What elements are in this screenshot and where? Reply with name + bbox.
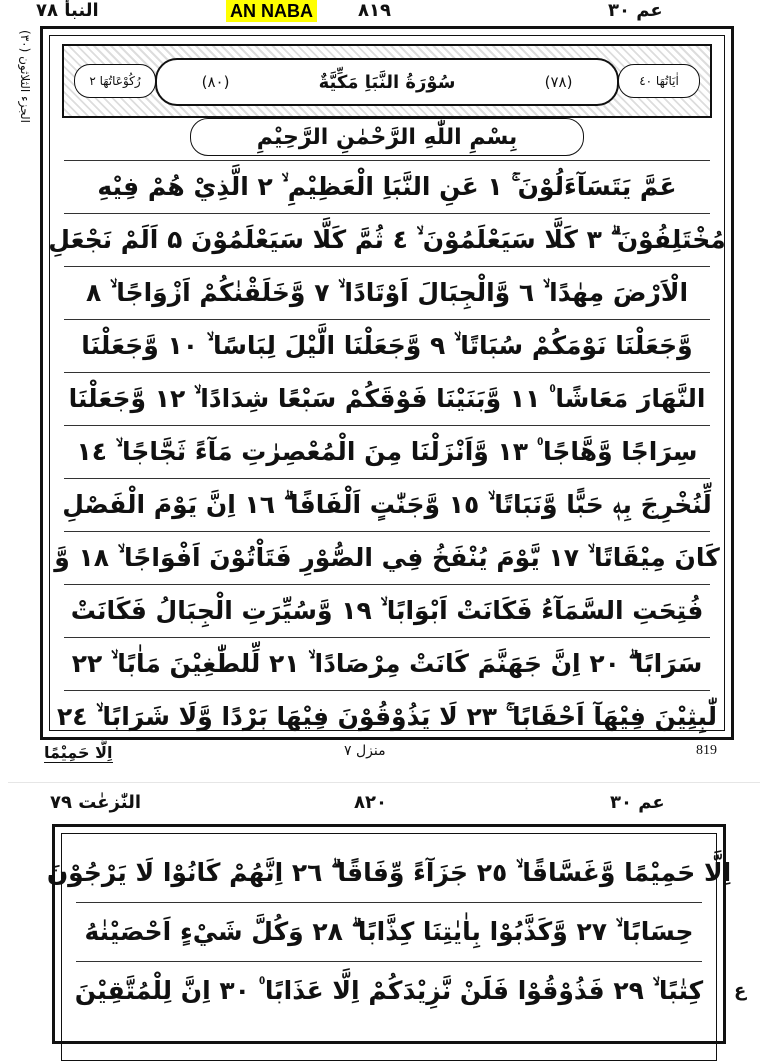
page-number-arabic: ٨١٩: [358, 0, 391, 21]
verse-line: لِّنُخْرِجَ بِهٖ حَبًّا وَّنَبَاتًا ۙ ١٥ وَّجَنّٰتٍ اَلْفَافًا ۗ ١٦ اِنَّ يَوْمَ الْفَصْلِ: [64, 478, 710, 531]
verse-line: مُخْتَلِفُوْنَ ۗ ٣ كَلَّا سَيَعْلَمُوْنَ ۙ ٤ ثُمَّ كَلَّا سَيَعْلَمُوْنَ ۵ اَلَمْ نَجْعَلِ: [64, 213, 710, 266]
juz-side-label: الجزء الثلاثون (٣٠): [18, 30, 32, 124]
sura-title: سُوْرَةُ النَّبَاِ مَكِّيَّةٌ: [318, 71, 456, 93]
page-inner-border: [49, 35, 725, 731]
verse-line: اِلَّا حَمِيْمًا وَّغَسَّاقًا ۙ ٢٥ جَزَآءً وِّفَاقًا ۗ ٢٦ اِنَّهُمْ كَانُوْا لَا يَرْجُوْنَ: [46, 858, 732, 887]
manzil-label: منزل ٧: [344, 743, 386, 759]
quran-page-frame-2: [46, 824, 732, 1044]
verse-line: سَرَابًا ۗ ٢٠ اِنَّ جَهَنَّمَ كَانَتْ مِرْصَادًا ۙ ٢١ لِّلطّٰغِيْنَ مَاٰبًا ۙ ٢٢: [64, 637, 710, 690]
verse-line: النَّهَارَ مَعَاشًا ۠ ١١ وَّبَنَيْنَا فَوْقَكُمْ سَبْعًا شِدَادًا ۙ ١٢ وَّجَعَلْنَا: [64, 372, 710, 425]
sura-header-banner: [62, 44, 712, 118]
page-number-arabic: ٨٢٠: [354, 792, 387, 813]
sura-name-highlight: AN NABA: [226, 0, 317, 22]
verse-line: وَّجَعَلْنَا نَوْمَكُمْ سُبَاتًا ۙ ٩ وَّجَعَلْنَا الَّيْلَ لِبَاسًا ۙ ١٠ وَّجَعَلْنَا: [64, 319, 710, 372]
basmala: بِسْمِ اللّٰهِ الرَّحْمٰنِ الرَّحِيْمِ: [190, 118, 584, 156]
sura-number-right: (٧٨): [544, 73, 573, 91]
verse-line: الْاَرْضَ مِهٰدًا ۙ ٦ وَّالْجِبَالَ اَوْتَادًا ۙ ٧ وَّخَلَقْنٰكُمْ اَزْوَاجًا ۙ ٨: [64, 266, 710, 319]
sura-number-left: (٨٠): [201, 73, 230, 91]
verse-line: حِسَابًا ۙ ٢٧ وَّكَذَّبُوْا بِاٰيٰتِنَا كِذَّابًا ۗ ٢٨ وَكُلَّ شَيْءٍ اَحْصَيْنٰهُ: [76, 902, 702, 961]
verse-lines: [48, 160, 726, 743]
ruku-mark: ع: [734, 980, 747, 1001]
page-number: 819: [696, 743, 717, 758]
juz-label: عم ٣٠: [610, 792, 665, 813]
sura-title-cartouche: [155, 58, 619, 106]
verse-line: فُتِحَتِ السَّمَآءُ فَكَانَتْ اَبْوَابًا ۙ ١٩ وَّسُيِّرَتِ الْجِبَالُ فَكَانَتْ: [64, 584, 710, 637]
page-inner-border: [46, 833, 732, 1061]
catchword: اِلَّا حَمِيْمًا: [44, 743, 113, 762]
page-separator: [8, 782, 760, 783]
verse-line: سِرَاجًا وَّهَّاجًا ۠ ١٣ وَّاَنْزَلْنَا مِنَ الْمُعْصِرٰتِ مَآءً ثَجَّاجًا ۙ ١٤: [64, 425, 710, 478]
verse-line: عَمَّ يَتَسَآءَلُوْنَ ۚ ١ عَنِ النَّبَاِ الْعَظِيْمِ ۙ ٢ الَّذِيْ هُمْ فِيْهِ: [64, 160, 710, 213]
verse-line: كِتٰبًا ۙ ٢٩ فَذُوْقُوْا فَلَنْ نَّزِيْدَكُمْ اِلَّا عَذَابًا ۠ ٣٠ اِنَّ لِلْمُتَّقِيْنَ: [76, 961, 702, 1020]
juz-label: عم ٣٠: [608, 0, 663, 21]
ayat-count-cartouche: اٰيَاتُهَا ٤٠: [618, 64, 700, 98]
verse-lines: [46, 844, 732, 1020]
ruku-count-cartouche: رُكُوْعَاتُهَا ٢: [74, 64, 156, 98]
quran-page-frame: [40, 26, 734, 740]
verse-line: لّٰبِثِيْنَ فِيْهَآ اَحْقَابًا ۚ ٢٣ لَا يَذُوْقُوْنَ فِيْهَا بَرْدًا وَّلَا شَرَابًا ۙ ٢٤: [64, 690, 710, 743]
sura-label: النبأ ٧٨: [36, 0, 99, 21]
sura-label: النّٰزعٰت ٧٩: [50, 792, 142, 813]
page-header: [0, 0, 768, 22]
verse-line: كَانَ مِيْقَاتًا ۙ ١٧ يَّوْمَ يُنْفَخُ فِي الصُّوْرِ فَتَاْتُوْنَ اَفْوَاجًا ۙ ١٨ وَّ: [64, 531, 710, 584]
